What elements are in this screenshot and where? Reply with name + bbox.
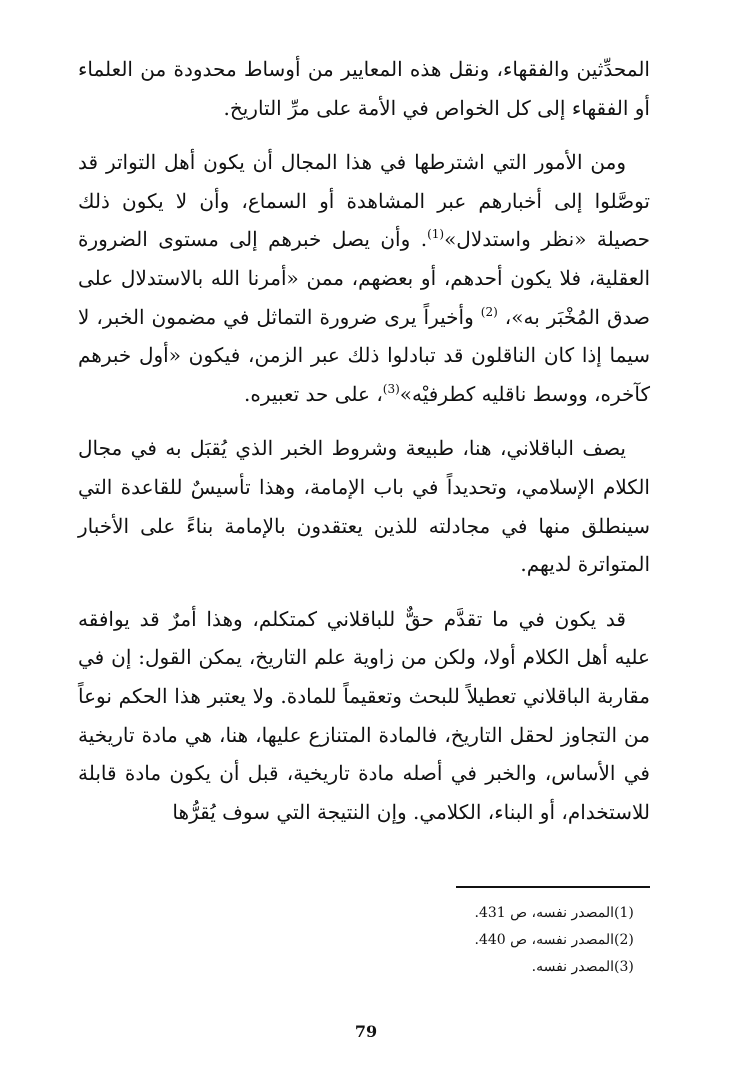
footnote-number: (3) bbox=[614, 959, 634, 975]
footnote-reference: (3) bbox=[382, 381, 400, 396]
footnote-number: (1) bbox=[614, 905, 634, 921]
footnote-number: (2) bbox=[614, 932, 634, 948]
text-run: ومن الأمور التي اشترطها في هذا المجال أن يكون أهل التواتر قد توصَّلوا إلى أخبارهم عبر المشاهدة أو السماع، وأن لا يكون ذلك حصيلة «نظر واستدلال» bbox=[78, 150, 650, 252]
text-run: المحدِّثين والفقهاء، ونقل هذه المعايير من أوساط محدودة من العلماء أو الفقهاء إلى كل الخواص في الأمة على مرِّ التاريخ. bbox=[78, 57, 650, 120]
footnote-item bbox=[230, 927, 650, 954]
page-number: 79 bbox=[354, 1022, 378, 1041]
text-run: . وأن يصل خبرهم إلى مستوى الضرورة العقلية، فلا يكون أحدهم، أو بعضهم، ممن «أمرنا الله بالاستدلال على صدق المُخْبَر به»، bbox=[78, 227, 650, 329]
text-run: ، على حد تعبيره. bbox=[244, 381, 383, 406]
paragraph bbox=[78, 143, 650, 413]
main-text-block bbox=[78, 50, 650, 831]
text-run: قد يكون في ما تقدَّم حقٌّ للباقلاني كمتكلم، وهذا أمرٌ قد يوافقه عليه أهل الكلام أولا، ولكن من زاوية علم التاريخ، يمكن القول: إن في مقاربة الباقلاني تعطيلاً للبحث وتعقيماً للمادة. ولا يعتبر هذا الحكم نوعاً من التجاوز لحقل التاريخ، فالمادة المتنازع عليها، هنا، هي مادة تاريخية في الأساس، والخبر في أصله مادة تاريخية، قبل أن يكون مادة قابلة للاستخدام، أو البناء، الكلامي. وإن النتيجة التي سوف يُقرُّها bbox=[78, 606, 650, 824]
footnote-reference: (1) bbox=[427, 227, 445, 242]
footnote-text: المصدر نفسه، ص 440. bbox=[474, 932, 614, 948]
paragraph bbox=[78, 429, 650, 583]
footnote-item bbox=[230, 954, 650, 981]
footnote-reference: (2) bbox=[480, 304, 498, 319]
text-run: وأخيراً يرى ضرورة التماثل في مضمون الخبر، لا سيما إذا كان الناقلون قد تبادلوا ذلك عبر الزمن، فيكون «أول خبرهم كآخره، ووسط ناقليه كطرفيْه» bbox=[78, 304, 650, 406]
footnote-text: المصدر نفسه، ص 431. bbox=[474, 905, 614, 921]
paragraph bbox=[78, 50, 650, 127]
footnotes-list bbox=[230, 900, 650, 981]
paragraph bbox=[78, 600, 650, 832]
text-run: يصف الباقلاني، هنا، طبيعة وشروط الخبر الذي يُقبَل به في مجال الكلام الإسلامي، وتحديداً في باب الإمامة، وهذا تأسيسٌ للقاعدة التي سينطلق منها في مجادلته للذين يعتقدون بالإمامة بناءً على الأخبار المتواترة لديهم. bbox=[78, 436, 650, 577]
footnote-text: المصدر نفسه. bbox=[531, 959, 614, 975]
footnote-item bbox=[230, 900, 650, 927]
footnote-separator bbox=[456, 886, 650, 888]
